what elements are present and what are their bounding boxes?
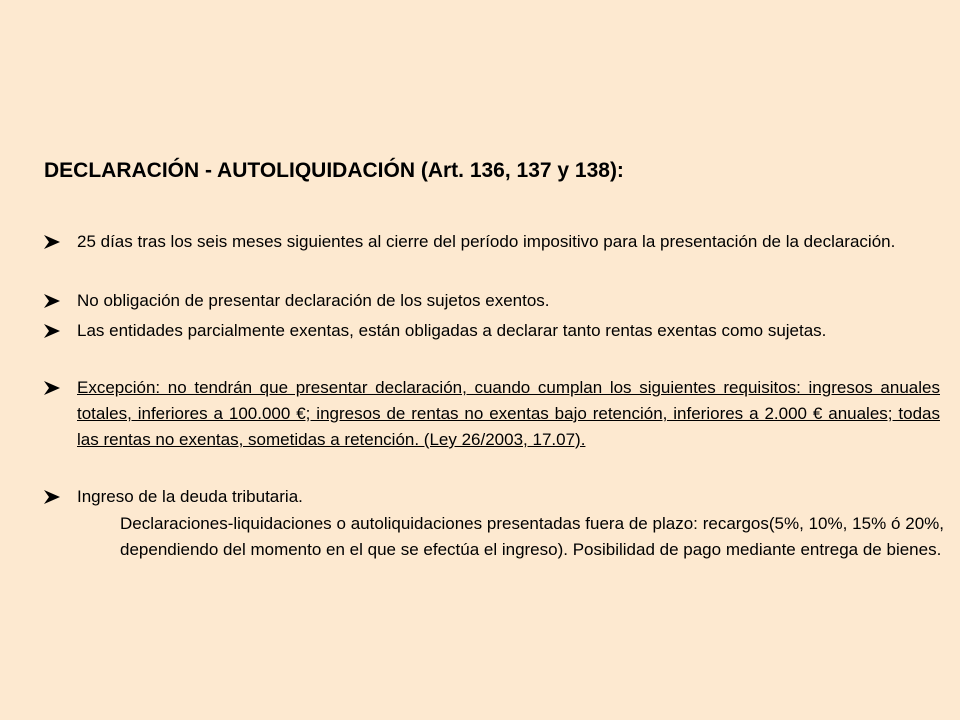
bullet-text: 25 días tras los seis meses siguientes al cierre del período impositivo para la presentación de la declaración.: [77, 232, 896, 251]
arrowhead-bullet-icon: [44, 324, 60, 338]
bullet-text-exception: Excepción: no tendrán que presentar declaración, cuando cumplan los siguientes requisitos: ingresos anuales totales, inferiores a 100.000 €; ingresos de rentas no exentas bajo retención, inferiores a 2.000 € anuales; todas las rentas no exentas, sometidas a retención. (Ley 26/2003, 17.07).: [77, 378, 940, 449]
bullet-item: [44, 318, 940, 344]
bullet-item: [44, 375, 940, 453]
sub-paragraph: Declaraciones-liquidaciones o autoliquidaciones presentadas fuera de plazo: recargos(5%, 10%, 15% ó 20%, dependiendo del momento en el que se efectúa el ingreso). Posibilidad de pago mediante entrega de bienes.: [120, 514, 944, 559]
slide-title: DECLARACIÓN - AUTOLIQUIDACIÓN (Art. 136, 137 y 138):: [44, 159, 624, 182]
bullet-text: Ingreso de la deuda tributaria.: [77, 487, 303, 506]
bullet-item: [44, 229, 940, 255]
bullet-item: [44, 484, 940, 510]
arrowhead-bullet-icon: [44, 294, 60, 308]
bullet-text: Las entidades parcialmente exentas, están obligadas a declarar tanto rentas exentas como sujetas.: [77, 321, 827, 340]
bullet-item: [44, 288, 940, 314]
arrowhead-bullet-icon: [44, 490, 60, 504]
arrowhead-bullet-icon: [44, 381, 60, 395]
arrowhead-bullet-icon: [44, 235, 60, 249]
bullet-text: No obligación de presentar declaración de los sujetos exentos.: [77, 291, 550, 310]
